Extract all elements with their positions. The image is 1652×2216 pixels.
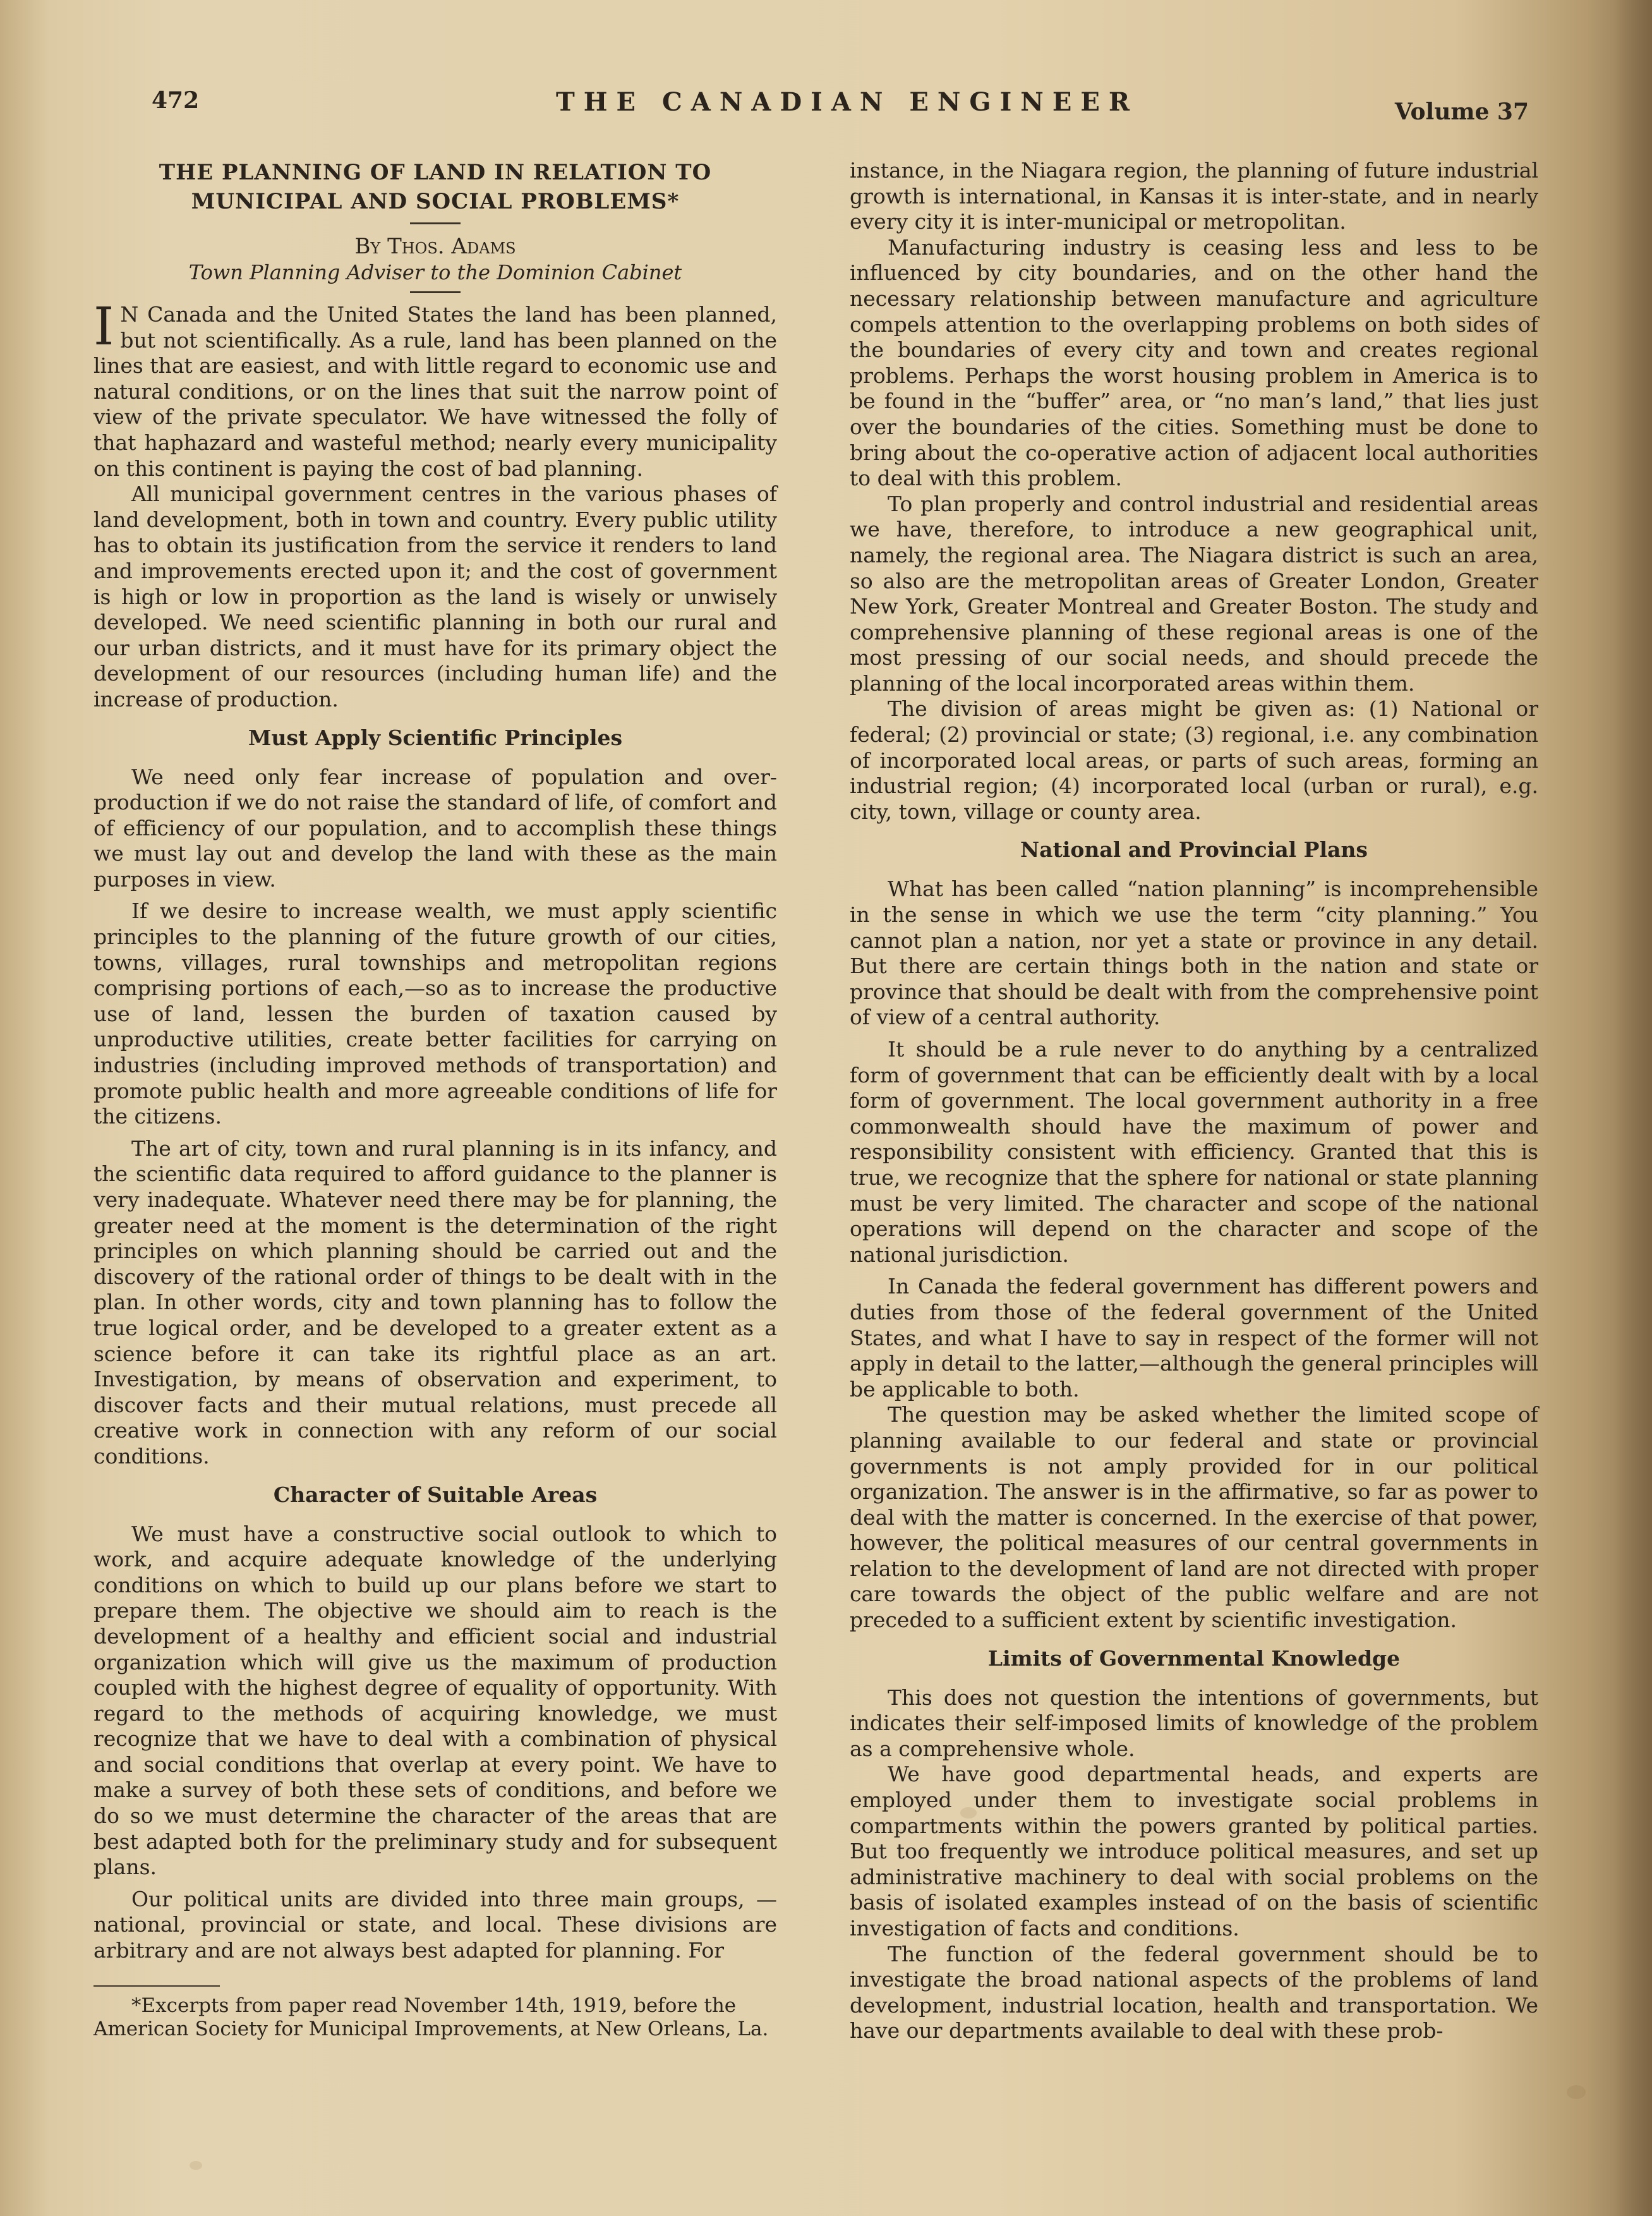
paragraph: It should be a rule never to do anything by a centralized form of government that can be efficiently dealt with by a local form of government. The local government authority in a free commonwealth should have the maximum of power and responsibility consistent with efficiency. Granted that this is true, we recognize that the sphere for national or state planning must be very limited. The character and scope of the national operations will depend on the character and scope of the national jurisdiction. — [850, 1037, 1538, 1267]
paragraph: We have good departmental heads, and experts are employed under them to investigate social problems in compartments within the powers granted by political parties. But too frequently we introduce political measures, and set up administrative machinery to deal with social problems on the basis of isolated examples instead of on the basis of scientific investigation of facts and conditions. — [850, 1762, 1538, 1941]
paragraph: We must have a constructive social outlook to which to work, and acquire adequate knowledge of the underlying conditions on which to build up our plans before we start to prepare them. The objective we should aim to reach is the development of a healthy and efficient social and industrial organization which will give us the maximum of production coupled with the highest degree of equality of opportunity. With regard to the methods of acquiring knowledge, we must recognize that we have to deal with a combination of physical and social conditions that overlap at every point. We have to make a survey of both these sets of conditions, and before we do so we must determine the character of the areas that are best adapted both for the preliminary study and for subsequent plans. — [93, 1521, 777, 1880]
paragraph: The function of the federal government should be to investigate the broad national aspects of the problems of land development, industrial location, health and transportation. We have our departments available to deal with these prob- — [850, 1941, 1538, 2043]
volume-label: Volume 37 — [1394, 99, 1529, 125]
section-heading: Must Apply Scientific Principles — [248, 725, 623, 750]
paper-stain — [190, 2161, 202, 2170]
paragraph: All municipal government centres in the various phases of land development, both in town and country. Every public utility has to obtain its justification from the service it renders to land and improvements erected upon it; and the cost of government is high or low in proportion as the land is wisely or unwisely developed. We need scientific planning in both our rural and our urban districts, and it must have for its primary object the development of our resources (including human life) and the increase of production. — [93, 481, 777, 711]
drop-cap: I — [93, 297, 114, 357]
page-number: 472 — [152, 87, 200, 114]
paragraph: We need only fear increase of population and over-production if we do not raise the standard of life, of comfort and of efficiency of our population, and to accomplish these things we must lay out and develop the land with these as the main purposes in view. — [93, 764, 777, 892]
paragraph: What has been called “nation planning” is incomprehensible in the sense in which we use the term “city planning.” You cannot plan a nation, nor yet a state or province in any detail. But there are certain things both in the nation and state or province that should be dealt with from the comprehensive point of view of a central authority. — [850, 876, 1538, 1030]
article-title: THE PLANNING OF LAND IN RELATION TO MUNICIPAL AND SOCIAL PROBLEMS* — [159, 160, 712, 214]
byline: By Thos. Adams — [354, 234, 516, 259]
page-binding-shadow — [1614, 0, 1652, 2216]
section-heading: Character of Suitable Areas — [273, 1482, 598, 1507]
paragraph: instance, in the Niagara region, the planning of future industrial growth is international, in Kansas it is inter-state, and in nearly every city it is inter-municipal or metropolitan. — [850, 158, 1538, 234]
section-heading: Limits of Governmental Knowledge — [987, 1645, 1401, 1671]
paragraph: Manufacturing industry is ceasing less and less to be influenced by city boundaries, and on the other hand the necessary relationship between manufacture and agriculture compels attention to the overlapping problems on both sides of the boundaries of every city and town and creates regional problems. Perhaps the worst housing problem in America is to be found in the “buffer” area, or “no man’s land,” that lies just over the boundaries of the cities. Something must be done to bring about the co-operative action of adjacent local authorities to deal with this problem. — [850, 234, 1538, 491]
paragraph-text: N Canada and the United States the land has been planned, but not scientifically. As a rule, land has been planned on the lines that are easiest, and with little regard to economic use and natural conditions, or on the lines that suit the narrow point of view of the private speculator. We have witnessed the folly of that haphazard and wasteful method; nearly every municipality on this continent is paying the cost of bad planning. — [93, 302, 777, 481]
section-heading: National and Provincial Plans — [1020, 837, 1368, 863]
right-column — [850, 158, 1538, 2044]
paper-stain — [1567, 2085, 1586, 2099]
paragraph: The division of areas might be given as: (1) National or federal; (2) provincial or state; (3) regional, i.e. any combination of incorporated local areas, or parts of such areas, forming an industrial region; (4) incorporated local (urban or rural), e.g. city, town, village or county area. — [850, 696, 1538, 824]
title-rule — [410, 222, 461, 224]
footnote: *Excerpts from paper read November 14th, 1919, before the American Society for Municipal Improvements, at New Orleans, La. — [93, 1994, 769, 2040]
paragraph — [93, 297, 777, 481]
running-header — [152, 87, 1529, 125]
paragraph: The question may be asked whether the limited scope of planning available to our federal and state or provincial governments is not amply provided for in our political organization. The answer is in the affirmative, so far as power to deal with the matter is concerned. In the exercise of that power, however, the political measures of our central governments in relation to the development of land are not directed with proper care towards the object of the public welfare and are not preceded to a sufficient extent by scientific investigation. — [850, 1402, 1538, 1633]
paragraph: In Canada the federal government has different powers and duties from those of the federal government of the United States, and what I have to say in respect of the former will not apply in detail to the latter,—although the general principles will be applicable to both. — [850, 1274, 1538, 1402]
left-column — [93, 158, 777, 2041]
paragraph: If we desire to increase wealth, we must apply scientific principles to the planning of the future growth of our cities, towns, villages, rural townships and metropolitan regions comprising portions of each,—so as to increase the productive use of land, lessen the burden of taxation caused by unproductive utilities, create better facilities for carrying on industries (including improved methods of transportation) and promote public health and more agreeable conditions of life for the citizens. — [93, 899, 777, 1129]
footnote-rule — [93, 1985, 220, 1987]
byline-rule — [410, 291, 461, 293]
paragraph: Our political units are divided into three main groups, —national, provincial or state, and local. These divisions are arbitrary and are not always best adapted for planning. For — [93, 1886, 777, 1963]
paragraph: To plan properly and control industrial and residential areas we have, therefore, to introduce a new geographical unit, namely, the regional area. The Niagara district is such an area, so also are the metropolitan areas of Greater London, Greater New York, Greater Montreal and Greater Boston. The study and comprehensive planning of these regional areas is one of the most pressing of our social needs, and should precede the planning of the local incorporated areas within them. — [850, 491, 1538, 696]
byline-role: Town Planning Adviser to the Dominion Cabinet — [188, 260, 682, 284]
journal-title: THE CANADIAN ENGINEER — [556, 87, 1139, 117]
paragraph: This does not question the intentions of governments, but indicates their self-imposed limits of knowledge of the problem as a comprehensive whole. — [850, 1685, 1538, 1761]
paragraph: The art of city, town and rural planning is in its infancy, and the scientific data required to afford guidance to the planner is very inadequate. Whatever need there may be for planning, the greater need at the moment is the determination of the right principles on which planning should be carried out and the discovery of the rational order of things to be dealt with in the plan. In other words, city and town planning has to follow the true logical order, and be developed to a greater extent as a science before it can take its rightful place as an art. Investigation, by means of observation and experiment, to discover facts and their mutual relations, must precede all creative work in connection with any reform of our social conditions. — [93, 1135, 777, 1468]
